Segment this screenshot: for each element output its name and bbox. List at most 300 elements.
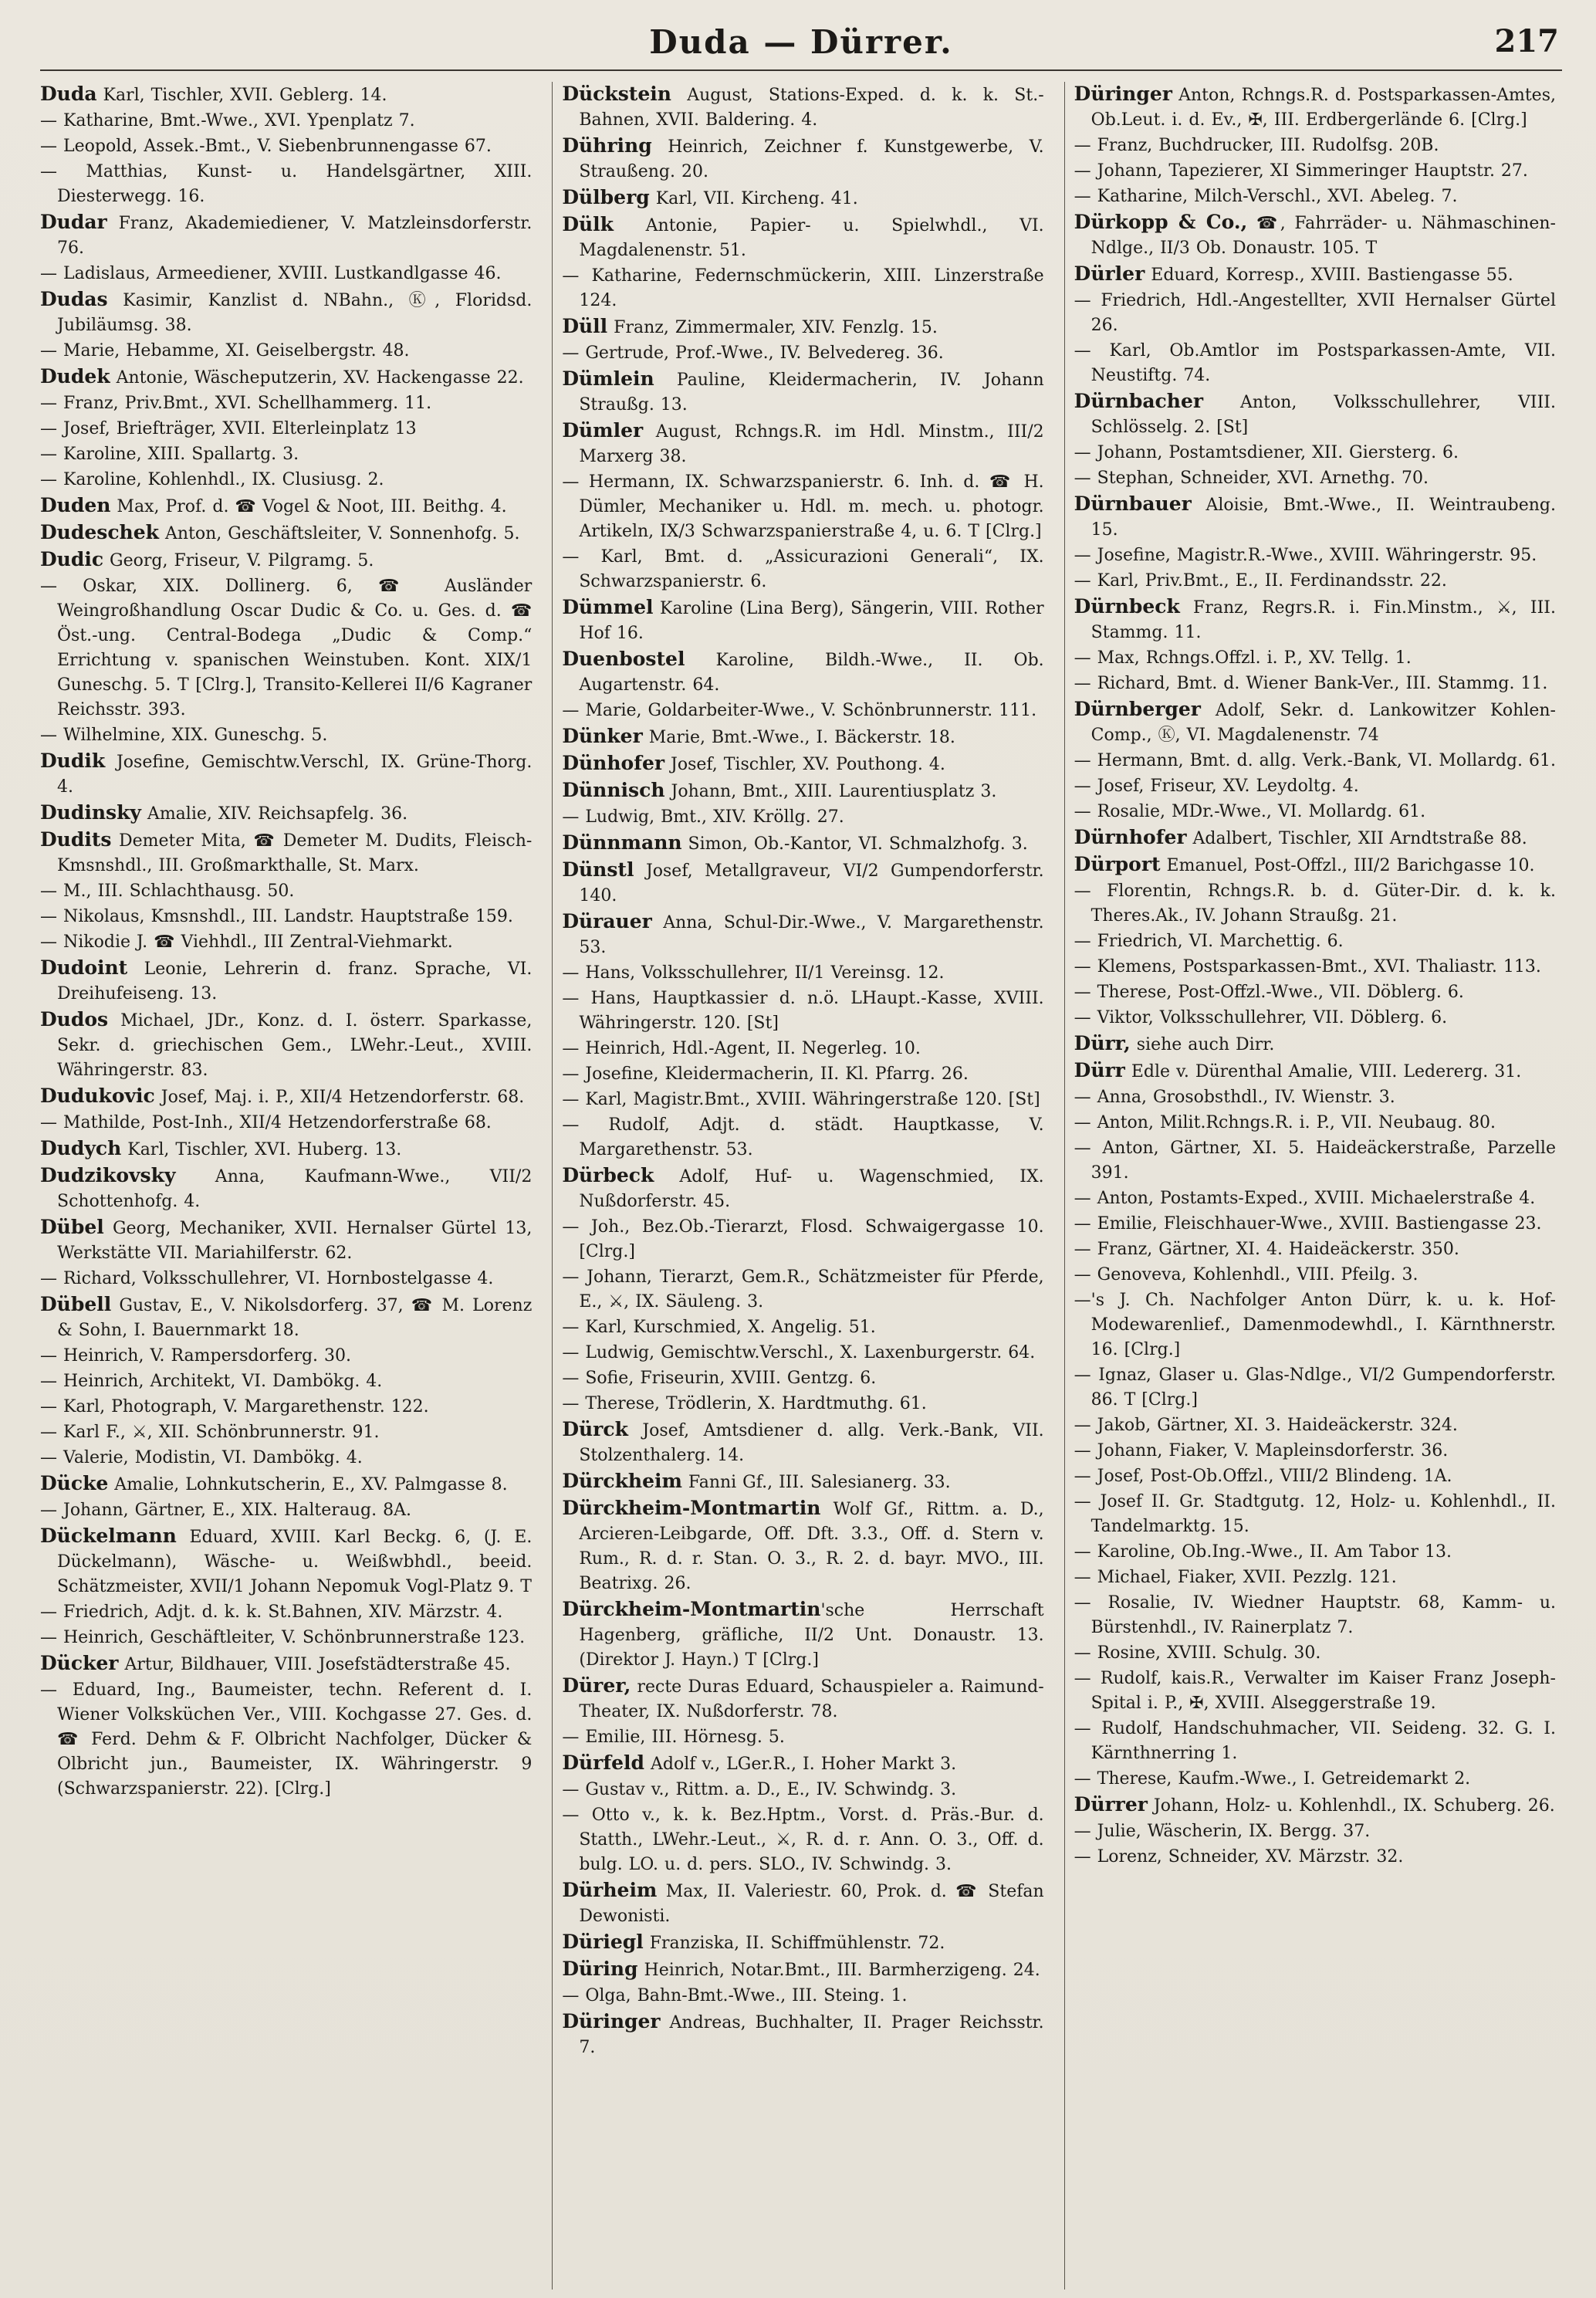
entry-name: — Anton,: [1074, 1139, 1159, 1158]
entry-name: — Rudolf,: [562, 1115, 670, 1135]
directory-entry: [562, 1957, 1043, 1983]
directory-entry: [562, 1062, 1043, 1087]
entry-details: Volksschullehrer, VI. Hornbostelgasse 4.: [136, 1269, 494, 1288]
entry-name: — Marie,: [562, 701, 642, 720]
directory-entry: [1074, 1845, 1556, 1870]
entry-name: — Otto v.,: [562, 1806, 661, 1825]
entry-details: Milch-Verschl., XVI. Abeleg. 7.: [1188, 187, 1458, 206]
entry-name: — Matthias,: [40, 162, 168, 181]
directory-entry: [40, 1267, 532, 1291]
entry-details: Gärtner, XI. 4. Haideäckerstr. 350.: [1152, 1240, 1459, 1259]
entry-name: Dürler: [1074, 262, 1145, 285]
directory-entry: [40, 1651, 532, 1677]
entry-name: — Anna,: [1074, 1088, 1147, 1107]
entry-name: — Hermann,: [562, 472, 675, 492]
directory-entry: [1074, 749, 1556, 773]
column-middle: [552, 82, 1050, 2290]
entry-name: Dudych: [40, 1137, 122, 1159]
directory-entry: [40, 442, 532, 467]
entry-name: — Heinrich,: [40, 1346, 144, 1366]
entry-name: Dürnbauer: [1074, 492, 1192, 515]
directory-entry: [562, 134, 1043, 184]
directory-entry: [1074, 134, 1556, 158]
entry-details: Tierarzt, Gem.R., Schätzmeister für Pferde, E., ⚔, IX. Säuleng. 3.: [579, 1267, 1044, 1311]
directory-entry: [1074, 1031, 1556, 1058]
entry-details: Gärtner, XI. 5. Haideäckerstraße, Parzelle 391.: [1090, 1139, 1556, 1183]
directory-entry: [40, 1163, 532, 1214]
directory-entry: [40, 749, 532, 800]
entry-name: Dürrer: [1074, 1793, 1148, 1816]
entry-name: — M.,: [40, 882, 92, 901]
entry-details: Photograph, V. Margarethenstr. 122.: [105, 1397, 429, 1416]
directory-entry: [562, 1674, 1043, 1724]
directory-entry: [40, 1395, 532, 1420]
entry-details: Adalbert, Tischler, XII Arndtstraße 88.: [1186, 829, 1527, 848]
directory-entry: [562, 699, 1043, 723]
entry-name: — Rudolf,: [1074, 1669, 1162, 1688]
entry-name: — Ladislaus,: [40, 264, 150, 283]
directory-entry: [1074, 1767, 1556, 1792]
directory-entry: [562, 595, 1043, 646]
entry-name: — Nikolaus,: [40, 907, 145, 926]
directory-entry: [562, 1751, 1043, 1777]
directory-entry: [40, 956, 532, 1007]
entry-name: — Katharine,: [1074, 187, 1189, 206]
entry-details: Kleidermacherin, II. Kl. Pfarrg. 26.: [658, 1064, 969, 1084]
directory-entry: [40, 1215, 532, 1266]
directory-entry: [562, 1366, 1043, 1391]
entry-name: — Karl,: [562, 1090, 627, 1109]
entry-details: Gärtner, E., XIX. Halteraug. 8A.: [128, 1501, 411, 1520]
directory-entry: [1074, 1792, 1556, 1819]
directory-entry: [40, 879, 532, 904]
directory-entry: [562, 1778, 1043, 1802]
entry-name: Duda: [40, 83, 97, 105]
entry-details: Edle v. Dürenthal Amalie, VIII. Ledererg. 31.: [1124, 1062, 1522, 1081]
entry-name: — Marie,: [40, 341, 120, 360]
entry-name: — Hermann,: [1074, 751, 1184, 770]
entry-details: Goldarbeiter-Wwe., V. Schönbrunnerstr. 111.: [641, 701, 1037, 720]
entry-details: Post-Ob.Offzl., VIII/2 Blindeng. 1A.: [1144, 1467, 1452, 1486]
directory-entry: [1074, 339, 1556, 388]
entry-name: Dürport: [1074, 853, 1161, 875]
entry-name: Düring: [562, 1958, 638, 1980]
directory-entry: [1074, 1085, 1556, 1110]
entry-name: Dübell: [40, 1293, 112, 1315]
entry-details: Bmt.-Wwe., XVI. Ypenplatz 7.: [154, 111, 415, 130]
directory-entry: [40, 800, 532, 827]
directory-entry: [562, 314, 1043, 340]
entry-name: Dümmel: [562, 596, 654, 618]
entry-name: — Florentin,: [1074, 882, 1192, 901]
entry-details: Karl, Tischler, XVI. Huberg. 13.: [121, 1140, 402, 1159]
directory-entry: [1074, 672, 1556, 696]
entry-name: Duenbostel: [562, 648, 685, 670]
entry-name: Dürckheim: [562, 1470, 682, 1492]
entry-details: V. Rampersdorferg. 30.: [144, 1346, 352, 1366]
entry-name: — Johann,: [1074, 161, 1163, 181]
entry-details: Heinrich, Zeichner f. Kunstgewerbe, V. Straußeng. 20.: [579, 137, 1044, 181]
entry-name: — Johann,: [1074, 1441, 1163, 1460]
entry-details: Rchngs.Offzl. i. P., XV. Tellg. 1.: [1139, 648, 1412, 668]
entry-details: IX. Schwarzspanierstr. 6. Inh. d. ☎ H. Dümler, Mechaniker u. Hdl. m. mech. u. photogr. Artikeln, IX/3 Schwarzspanierstraße 4, u. 6. T [Clrg.]: [579, 472, 1044, 541]
directory-entry: [562, 1341, 1043, 1366]
directory-entry: [562, 1469, 1043, 1495]
directory-entry: [40, 1498, 532, 1523]
directory-entry: [1074, 1490, 1556, 1539]
directory-entry: [562, 1878, 1043, 1929]
directory-entry: [40, 1007, 532, 1083]
entry-details: Bmt. d. „Assicurazioni Generali“, IX. Schwarzspanierstr. 6.: [579, 547, 1044, 591]
directory-entry: [562, 1984, 1043, 2009]
directory-entry: [562, 1725, 1043, 1750]
entry-details: Wolf Gf., Rittm. a. D., Arcieren-Leibgarde, Off. Dft. 3.3., Off. d. Stern v. Rum., R. d. r. Stan. O. 3., R. 2. d. bayr. MVO., III. Beatrixg. 26.: [579, 1500, 1044, 1593]
directory-entry: [40, 1136, 532, 1163]
directory-entry: [562, 751, 1043, 777]
entry-details: Rittm. a. D., E., IV. Schwindg. 3.: [669, 1780, 957, 1799]
entry-details: Bahn-Bmt.-Wwe., III. Steing. 1.: [631, 1986, 908, 2005]
entry-details: III. Schlachthausg. 50.: [91, 882, 295, 901]
entry-name: — Joh.,: [562, 1217, 631, 1237]
directory-entry: [1074, 466, 1556, 491]
entry-name: — Rosine,: [1074, 1643, 1161, 1663]
entry-details: Magistr.R.-Wwe., XVIII. Währingerstr. 95.: [1170, 546, 1537, 565]
directory-entry: [562, 1930, 1043, 1956]
directory-entry: [1074, 852, 1556, 878]
directory-entry: [1074, 1641, 1556, 1666]
entry-name: Dünnisch: [562, 779, 665, 801]
entry-name: Dümlein: [562, 367, 654, 390]
entry-name: — Rosalie,: [1074, 802, 1165, 821]
directory-entry: [1074, 82, 1556, 133]
entry-name: Dürr: [1074, 1059, 1125, 1081]
entry-details: Gustav, E., V. Nikolsdorferg. 37, ☎ M. Lorenz & Sohn, I. Bauernmarkt 18.: [57, 1296, 533, 1340]
directory-entry: [1074, 1819, 1556, 1844]
entry-details: Prof.-Wwe., IV. Belvedereg. 36.: [669, 344, 944, 363]
entry-details: Georg, Friseur, V. Pilgramg. 5.: [103, 551, 374, 570]
directory-entry: [40, 339, 532, 364]
entry-name: Dudar: [40, 211, 107, 233]
entry-name: — Josefine,: [1074, 546, 1171, 565]
entry-details: Franz, Akademiediener, V. Matzleinsdorferstr. 76.: [57, 214, 533, 258]
directory-entry: [1074, 955, 1556, 980]
entry-details: Fiaker, V. Mapleinsdorferstr. 36.: [1162, 1441, 1449, 1460]
entry-name: — Josef,: [1074, 1467, 1145, 1486]
directory-entry: [40, 1626, 532, 1650]
directory-entry: [562, 1037, 1043, 1061]
entry-details: Heinrich, Notar.Bmt., III. Barmherzigeng. 24.: [637, 1961, 1040, 1980]
directory-entry: [40, 1292, 532, 1343]
directory-entry: [1074, 1540, 1556, 1565]
directory-entry: [1074, 1111, 1556, 1135]
entry-details: Ob.Amtlor im Postsparkassen-Amte, VII. Neustiftg. 74.: [1090, 341, 1556, 385]
entry-name: Dünker: [562, 725, 643, 747]
entry-name: — Therese,: [562, 1394, 661, 1413]
entry-name: Dürckheim-Montmartin: [562, 1598, 821, 1620]
entry-details: MDr.-Wwe., VI. Mollardg. 61.: [1165, 802, 1426, 821]
directory-entry: [562, 805, 1043, 830]
entry-name: — Leopold,: [40, 137, 138, 156]
entry-details: 'sche Herrschaft Hagenberg, gräfliche, II/2 Unt. Donaustr. 13. (Direktor J. Hayn.) T [Clrg.]: [579, 1601, 1044, 1670]
directory-entry: [1074, 1006, 1556, 1031]
directory-entry: [562, 545, 1043, 594]
entry-details: k. k. Bez.Hptm., Vorst. d. Präs.-Bur. d. Statth., LWehr.-Leut., ⚔, R. d. r. Ann. O. 3., Off. d. bulg. LO. u. d. pers. SLO., IV. Schwindg. 3.: [579, 1806, 1044, 1874]
entry-name: Dudek: [40, 365, 110, 388]
entry-name: — Franz,: [40, 394, 119, 413]
entry-name: Dümler: [562, 419, 644, 442]
directory-entry: [1074, 492, 1556, 543]
entry-details: August, Rchngs.R. im Hdl. Minstm., III/2 Marxerg 38.: [579, 422, 1044, 466]
columns: [40, 82, 1562, 2290]
entry-details: Ing., Baumeister, techn. Referent d. I. Wiener Volksküchen Ver., VIII. Kochgasse 27. Ges. d. ☎ Ferd. Dehm & F. Olbricht Nachfolger, Dücker & Olbricht jun., Baumeister, IX. Währingerstr. 9 (Schwarzspanierstr. 22). [Clrg.]: [57, 1680, 533, 1799]
entry-name: — Gertrude,: [562, 344, 670, 363]
entry-details: Rchngs.R. b. d. Güter-Dir. d. k. k. Theres.Ak., IV. Johann Straußg. 21.: [1090, 882, 1556, 926]
entry-name: — Karoline,: [1074, 1542, 1176, 1562]
directory-entry: [1074, 980, 1556, 1005]
directory-entry: [562, 1417, 1043, 1468]
entry-name: — Franz,: [1074, 1240, 1153, 1259]
entry-name: Dudeschek: [40, 521, 159, 543]
entry-name: — Max,: [1074, 648, 1140, 668]
entry-name: — Rudolf,: [1074, 1719, 1163, 1738]
entry-name: Dücke: [40, 1472, 109, 1494]
entry-details: Priv.Bmt., XVI. Schellhammerg. 11.: [118, 394, 432, 413]
entry-details: Josef, Tischler, XV. Pouthong. 4.: [664, 755, 945, 774]
entry-name: — Friedrich,: [40, 1603, 149, 1622]
entry-details: Adjt. d. k. k. St.Bahnen, XIV. Märzstr. 4.: [148, 1603, 503, 1622]
entry-details: Post-Inh., XII/4 Hetzendorferstraße 68.: [145, 1113, 492, 1132]
entry-name: Dücker: [40, 1652, 119, 1674]
entry-details: Gemischtw.Verschl., X. Laxenburgerstr. 64.: [654, 1343, 1036, 1362]
entry-details: siehe auch Dirr.: [1130, 1035, 1275, 1054]
directory-entry: [562, 1163, 1043, 1214]
directory-entry: [1074, 1263, 1556, 1288]
entry-name: Dudits: [40, 828, 112, 851]
entry-details: Georg, Mechaniker, XVII. Hernalser Gürtel 13, Werkstätte VII. Mariahilferstr. 62.: [57, 1219, 533, 1263]
directory-entry: [40, 417, 532, 442]
entry-details: Trödlerin, X. Hardtmuthg. 61.: [660, 1394, 927, 1413]
directory-entry: [40, 1111, 532, 1135]
entry-name: — Klemens,: [1074, 957, 1177, 976]
directory-entry: [40, 287, 532, 338]
entry-details: Geschäftleiter, V. Schönbrunnerstraße 123.: [144, 1628, 526, 1647]
directory-entry: [1074, 1565, 1556, 1590]
entry-name: — Friedrich,: [1074, 932, 1183, 951]
directory-entry: [40, 1600, 532, 1625]
page-title: Duda — Dürrer.: [649, 23, 953, 61]
entry-details: Tapezierer, XI Simmeringer Hauptstr. 27.: [1162, 161, 1528, 181]
entry-details: Artur, Bildhauer, VIII. Josefstädterstraße 45.: [118, 1655, 511, 1674]
entry-details: kais.R., Verwalter im Kaiser Franz Joseph-Spital i. P., ✠, XVIII. Alseggerstraße 19.: [1090, 1669, 1556, 1713]
entry-details: Max, II. Valeriestr. 60, Prok. d. ☎ Stefan Dewonisti.: [579, 1882, 1044, 1926]
entry-details: Briefträger, XVII. Elterleinplatz 13: [110, 419, 417, 438]
entry-name: — Richard,: [40, 1269, 137, 1288]
entry-name: Dübel: [40, 1216, 104, 1238]
entry-details: Handschuhmacher, VII. Seideng. 32. G. I. Kärnthnerring 1.: [1090, 1719, 1556, 1763]
entry-details: Simon, Ob.-Kantor, VI. Schmalzhofg. 3.: [681, 834, 1028, 854]
entry-details: Michael, JDr., Konz. d. I. österr. Sparkasse, Sekr. d. griechischen Gem., LWehr.-Leut., XVIII. Währingerstr. 83.: [57, 1011, 533, 1080]
entry-details: Marie, Bmt.-Wwe., I. Bäckerstr. 18.: [642, 728, 955, 747]
entry-details: Modistin, VI. Dambökg. 4.: [128, 1448, 363, 1467]
entry-details: Schneider, XV. Märzstr. 32.: [1161, 1847, 1404, 1866]
entry-details: Adolf, Huf- u. Wagenschmied, IX. Nußdorferstr. 45.: [579, 1167, 1044, 1211]
entry-details: Federnschmückerin, XIII. Linzerstraße 124.: [579, 266, 1044, 310]
directory-entry: [40, 1084, 532, 1110]
entry-details: Karoline (Lina Berg), Sängerin, VIII. Rother Hof 16.: [579, 599, 1044, 643]
entry-details: III. Hörnesg. 5.: [645, 1728, 785, 1747]
entry-name: — Karoline,: [40, 470, 142, 489]
entry-name: — Mathilde,: [40, 1113, 146, 1132]
directory-entry: [1074, 262, 1556, 288]
entry-details: Friseurin, XVIII. Gentzg. 6.: [634, 1369, 877, 1388]
entry-name: — Josef: [1074, 1492, 1143, 1511]
entry-details: Johann, Holz- u. Kohlenhdl., IX. Schuberg. 26.: [1147, 1796, 1555, 1816]
entry-name: — Karl,: [1074, 571, 1139, 591]
entry-details: Bmt., XIV. Kröllg. 27.: [654, 807, 844, 827]
entry-name: Dudinsky: [40, 801, 141, 824]
directory-entry: [40, 364, 532, 391]
directory-entry: [40, 468, 532, 492]
directory-entry: [40, 1446, 532, 1471]
entry-details: Karoline, Bildh.-Wwe., II. Ob. Augartenstr. 64.: [579, 651, 1044, 695]
entry-details: Franziska, II. Schiffmühlenstr. 72.: [643, 1934, 945, 1953]
directory-entry: [40, 210, 532, 261]
directory-entry: [40, 262, 532, 286]
directory-entry: [562, 1315, 1043, 1340]
directory-entry: [1074, 1136, 1556, 1186]
entry-name: — Oskar,: [40, 577, 138, 596]
entry-details: Priv.Bmt., E., II. Ferdinandsstr. 22.: [1138, 571, 1447, 591]
directory-entry: [1074, 1413, 1556, 1438]
entry-name: Dünstl: [562, 858, 634, 881]
entry-name: — Franz,: [1074, 136, 1153, 155]
entry-details: recte Duras Eduard, Schauspieler a. Raimund-Theater, IX. Nußdorferstr. 78.: [579, 1677, 1044, 1721]
entry-details: Grosobsthdl., IV. Wienstr. 3.: [1146, 1088, 1395, 1107]
directory-entry: [1074, 1667, 1556, 1716]
directory-entry: [562, 987, 1043, 1036]
entry-name: Dudas: [40, 288, 108, 310]
entry-details: Adolf v., LGer.R., I. Hoher Markt 3.: [644, 1755, 957, 1774]
directory-entry: [562, 470, 1043, 544]
entry-details: Josef, Amtsdiener d. allg. Verk.-Bank, VII. Stolzenthalerg. 14.: [579, 1421, 1044, 1465]
directory-entry: [562, 1088, 1043, 1112]
directory-entry: [1074, 1212, 1556, 1237]
directory-entry: [40, 1678, 532, 1802]
entry-name: Dürnhofer: [1074, 826, 1187, 848]
entry-name: — Josef,: [40, 419, 110, 438]
directory-entry: [1074, 389, 1556, 440]
entry-name: — Valerie,: [40, 1448, 129, 1467]
directory-entry: [40, 547, 532, 574]
entry-details: II. Gr. Stadtgutg. 12, Holz- u. Kohlenhdl., II. Tandelmarktg. 15.: [1090, 1492, 1556, 1536]
directory-entry: [562, 1113, 1043, 1163]
directory-entry: [1074, 1058, 1556, 1085]
directory-entry: [562, 212, 1043, 263]
directory-entry: [40, 1369, 532, 1394]
directory-entry: [1074, 1363, 1556, 1413]
entry-details: IV. Wiedner Hauptstr. 68, Kamm- u. Bürstenhdl., IV. Rainerplatz 7.: [1090, 1593, 1556, 1637]
directory-entry: [1074, 825, 1556, 851]
entry-details: Josefine, Gemischtw.Verschl, IX. Grüne-Thorg. 4.: [57, 753, 533, 797]
entry-details: Assek.-Bmt., V. Siebenbrunnengasse 67.: [137, 137, 492, 156]
entry-name: — Stephan,: [1074, 469, 1175, 488]
directory-entry: [562, 264, 1043, 313]
entry-name: Dürnbeck: [1074, 595, 1180, 618]
entry-details: Postamts-Exped., XVIII. Michaelerstraße 4.: [1153, 1189, 1536, 1208]
entry-name: Dudos: [40, 1008, 109, 1031]
entry-name: Dudukovic: [40, 1085, 155, 1107]
entry-details: Fleischhauer-Wwe., XVIII. Bastiengasse 23.: [1157, 1214, 1542, 1234]
entry-name: Düriegl: [562, 1931, 644, 1953]
entry-details: Bez.Ob.-Tierarzt, Flosd. Schwaigergasse 10. [Clrg.]: [579, 1217, 1044, 1261]
entry-name: — Hans,: [562, 963, 636, 983]
entry-name: Dudzikovsky: [40, 1164, 176, 1186]
entry-name: — Richard,: [1074, 674, 1171, 693]
directory-entry: [40, 574, 532, 723]
directory-entry: [40, 493, 532, 520]
directory-entry: [1074, 697, 1556, 748]
entry-name: — Sofie,: [562, 1369, 634, 1388]
entry-name: Dürkopp & Co.,: [1074, 211, 1248, 233]
directory-entry: [1074, 1464, 1556, 1489]
entry-name: — Katharine,: [562, 266, 682, 286]
entry-details: Glaser u. Glas-Ndlge., VI/2 Gumpendorferstr. 86. T [Clrg.]: [1090, 1366, 1556, 1410]
directory-entry: [1074, 879, 1556, 929]
entry-name: — Johann,: [562, 1267, 652, 1287]
entry-name: Dudik: [40, 750, 106, 772]
directory-entry: [562, 1496, 1043, 1596]
entry-name: — Hans,: [562, 989, 641, 1008]
entry-details: Architekt, VI. Dambökg. 4.: [144, 1372, 383, 1391]
entry-details: Amalie, Lohnkutscherin, E., XV. Palmgasse 8.: [108, 1475, 508, 1494]
entry-details: Gärtner, XI. 3. Haideäckerstr. 324.: [1151, 1416, 1458, 1435]
entry-details: Schneider, XVI. Arnethg. 70.: [1174, 469, 1429, 488]
entry-details: Hauptkassier d. n.ö. LHaupt.-Kasse, XVIII. Währingerstr. 120. [St]: [579, 989, 1044, 1033]
entry-name: Dülberg: [562, 186, 650, 208]
entry-name: Dürbeck: [562, 1164, 654, 1186]
entry-details: Ob.Ing.-Wwe., II. Am Tabor 13.: [1175, 1542, 1452, 1562]
entry-details: Antonie, Wäscheputzerin, XV. Hackengasse 22.: [110, 368, 524, 388]
entry-name: — Karoline,: [40, 445, 142, 464]
directory-entry: [562, 418, 1043, 469]
directory-entry: [1074, 594, 1556, 645]
directory-entry: [40, 109, 532, 134]
entry-details: Eduard, Korresp., XVIII. Bastiengasse 55.: [1145, 266, 1513, 285]
entry-name: — Anton,: [1074, 1189, 1154, 1208]
entry-details: Antonie, Papier- u. Spielwhdl., VI. Magdalenenstr. 51.: [579, 216, 1044, 260]
directory-entry: [40, 391, 532, 416]
directory-entry: [562, 909, 1043, 960]
entry-details: Kohlenhdl., VIII. Pfeilg. 3.: [1186, 1265, 1418, 1284]
entry-details: August, Stations-Exped. d. k. k. St.-Bahnen, XVII. Baldering. 4.: [579, 86, 1044, 130]
entry-name: — Anton,: [1074, 1113, 1154, 1132]
entry-name: Dürck: [562, 1418, 628, 1440]
entry-name: — Julie,: [1074, 1822, 1141, 1841]
directory-entry: [1074, 1439, 1556, 1464]
directory-entry: [40, 905, 532, 929]
directory-entry: [1074, 1288, 1556, 1362]
directory-entry: [40, 160, 532, 209]
entry-details: XIII. Spallartg. 3.: [141, 445, 299, 464]
entry-name: — Jakob,: [1074, 1416, 1151, 1435]
entry-name: — Emilie,: [562, 1728, 646, 1747]
directory-entry: [562, 647, 1043, 698]
entry-name: Dülk: [562, 213, 614, 235]
entry-details: ☎ Viehhdl., III Zentral-Viehmarkt.: [147, 932, 453, 952]
entry-name: — Rosalie,: [1074, 1593, 1176, 1613]
entry-details: Josef, Metallgraveur, VI/2 Gumpendorferstr. 140.: [579, 861, 1044, 905]
directory-entry: [562, 1597, 1043, 1673]
